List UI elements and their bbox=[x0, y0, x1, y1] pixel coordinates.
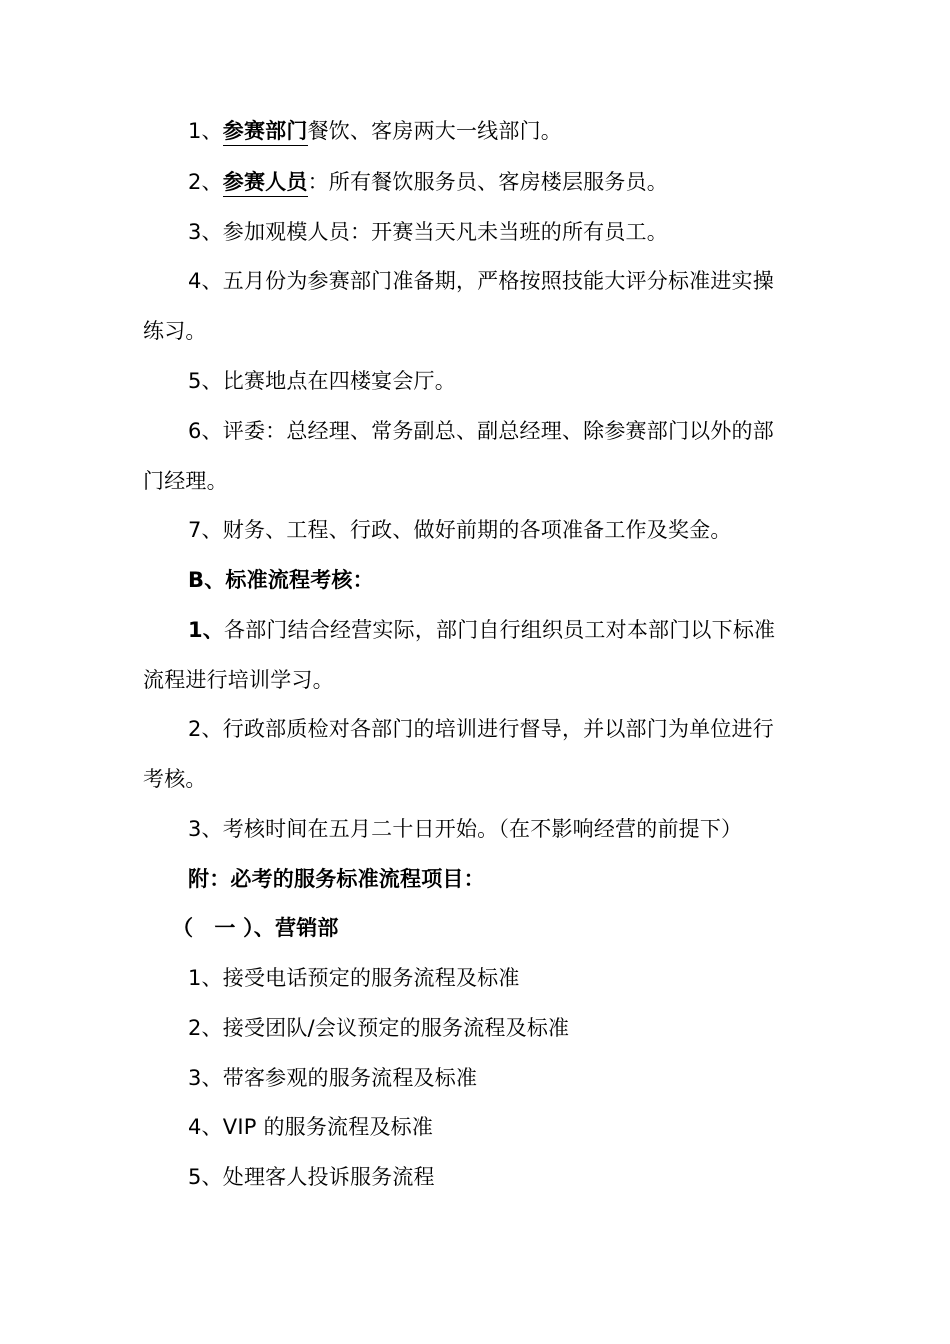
subsection-heading-sales: （ 一 ）、营销部 bbox=[172, 916, 339, 940]
item-number: 1、 bbox=[188, 618, 225, 642]
appendix-heading: 附：必考的服务标准流程项目： bbox=[188, 867, 485, 891]
item-support-departments: 7、财务、工程、行政、做好前期的各项准备工作及奖金。 bbox=[188, 518, 732, 542]
list-item: 4、VIP 的服务流程及标准 bbox=[188, 1115, 434, 1139]
item-judges: 6、评委：总经理、常务副总、副总经理、除参赛部门以外的部 bbox=[188, 419, 774, 443]
item-observers: 3、参加观模人员：开赛当天凡未当班的所有员工。 bbox=[188, 220, 668, 244]
item-training-continued: 流程进行培训学习。 bbox=[143, 668, 334, 692]
item-venue: 5、比赛地点在四楼宴会厅。 bbox=[188, 369, 456, 393]
list-item: 5、处理客人投诉服务流程 bbox=[188, 1165, 435, 1189]
item-text: 各部门结合经营实际，部门自行组织员工对本部门以下标准 bbox=[224, 618, 776, 642]
term-participants: 参赛人员 bbox=[223, 170, 308, 197]
item-participating-departments bbox=[188, 116, 562, 146]
item-text: 餐饮、客房两大一线部门。 bbox=[307, 119, 562, 143]
item-judges-continued: 门经理。 bbox=[143, 469, 228, 493]
list-item: 3、带客参观的服务流程及标准 bbox=[188, 1066, 478, 1090]
term-participating-departments: 参赛部门 bbox=[223, 119, 308, 146]
item-text: ：所有餐饮服务员、客房楼层服务员。 bbox=[307, 170, 668, 194]
item-participants bbox=[188, 167, 668, 197]
item-training bbox=[188, 615, 775, 645]
item-number: 1、 bbox=[188, 119, 223, 143]
item-number: 2、 bbox=[188, 170, 223, 194]
list-item: 2、接受团队/会议预定的服务流程及标准 bbox=[188, 1016, 570, 1040]
item-preparation-period: 4、五月份为参赛部门准备期，严格按照技能大评分标准进实操 bbox=[188, 269, 774, 293]
item-preparation-period-continued: 练习。 bbox=[143, 319, 207, 343]
item-supervision-continued: 考核。 bbox=[143, 767, 207, 791]
section-heading-b: B、标准流程考核： bbox=[188, 568, 374, 592]
list-item: 1、接受电话预定的服务流程及标准 bbox=[188, 966, 520, 990]
item-supervision: 2、行政部质检对各部门的培训进行督导，并以部门为单位进行 bbox=[188, 717, 774, 741]
item-assessment-time: 3、考核时间在五月二十日开始。（在不影响经营的前提下） bbox=[188, 817, 743, 841]
